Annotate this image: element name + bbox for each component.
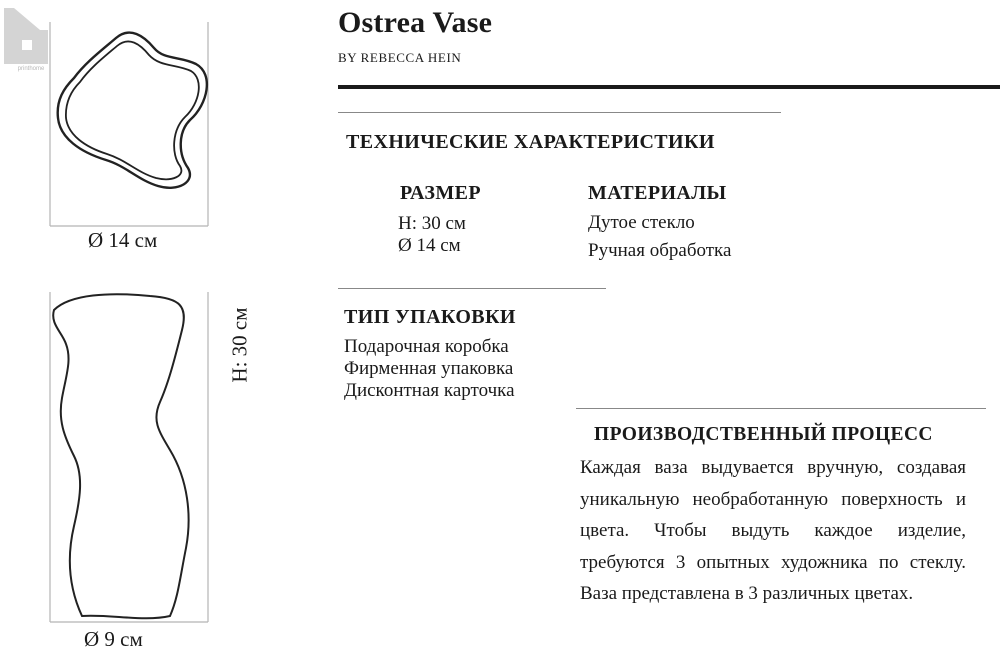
top-view-frame xyxy=(50,22,208,226)
packaging-list xyxy=(344,336,515,402)
side-view-drawing xyxy=(40,280,220,630)
logo-caption: printhome xyxy=(17,66,45,72)
packaging-divider xyxy=(338,288,606,289)
page-title: Ostrea Vase xyxy=(338,6,493,39)
process-description: Каждая ваза выдувается вручную, создавая уникальную необработанную поверхность и цвета. Чтобы выдуть каждое изделие, требуются 3 опытных художника по стеклу. Ваза представлена в 3 различных цветах. xyxy=(580,457,966,604)
vase-top-outline-outer xyxy=(58,33,207,188)
material-item: Ручная обработка xyxy=(588,240,732,261)
size-diameter: Ø 14 см xyxy=(398,235,461,256)
tech-heading: ТЕХНИЧЕСКИЕ ХАРАКТЕРИСТИКИ xyxy=(346,131,715,153)
vase-top-outline-inner xyxy=(66,41,199,179)
size-values xyxy=(398,213,466,257)
packaging-item: Дисконтная карточка xyxy=(344,380,515,401)
header-divider xyxy=(338,85,1000,89)
size-heading: РАЗМЕР xyxy=(400,182,481,204)
top-view-drawing xyxy=(40,20,220,230)
size-height: H: 30 см xyxy=(398,213,466,234)
packaging-item: Подарочная коробка xyxy=(344,336,509,357)
vase-side-outline xyxy=(53,294,188,618)
material-item: Дутое стекло xyxy=(588,212,695,233)
packaging-item: Фирменная упаковка xyxy=(344,358,514,379)
process-heading: ПРОИЗВОДСТВЕННЫЙ ПРОЦЕСС xyxy=(594,424,933,445)
side-view-base-label: Ø 9 см xyxy=(84,627,143,651)
side-view-height-label: H: 30 см xyxy=(227,307,252,383)
tech-divider xyxy=(338,112,781,113)
packaging-heading: ТИП УПАКОВКИ xyxy=(344,306,516,328)
designer-byline: BY REBECCA HEIN xyxy=(338,50,462,65)
materials-heading: МАТЕРИАЛЫ xyxy=(588,182,727,204)
top-view-diameter-label: Ø 14 см xyxy=(88,228,158,252)
process-divider xyxy=(576,408,986,409)
